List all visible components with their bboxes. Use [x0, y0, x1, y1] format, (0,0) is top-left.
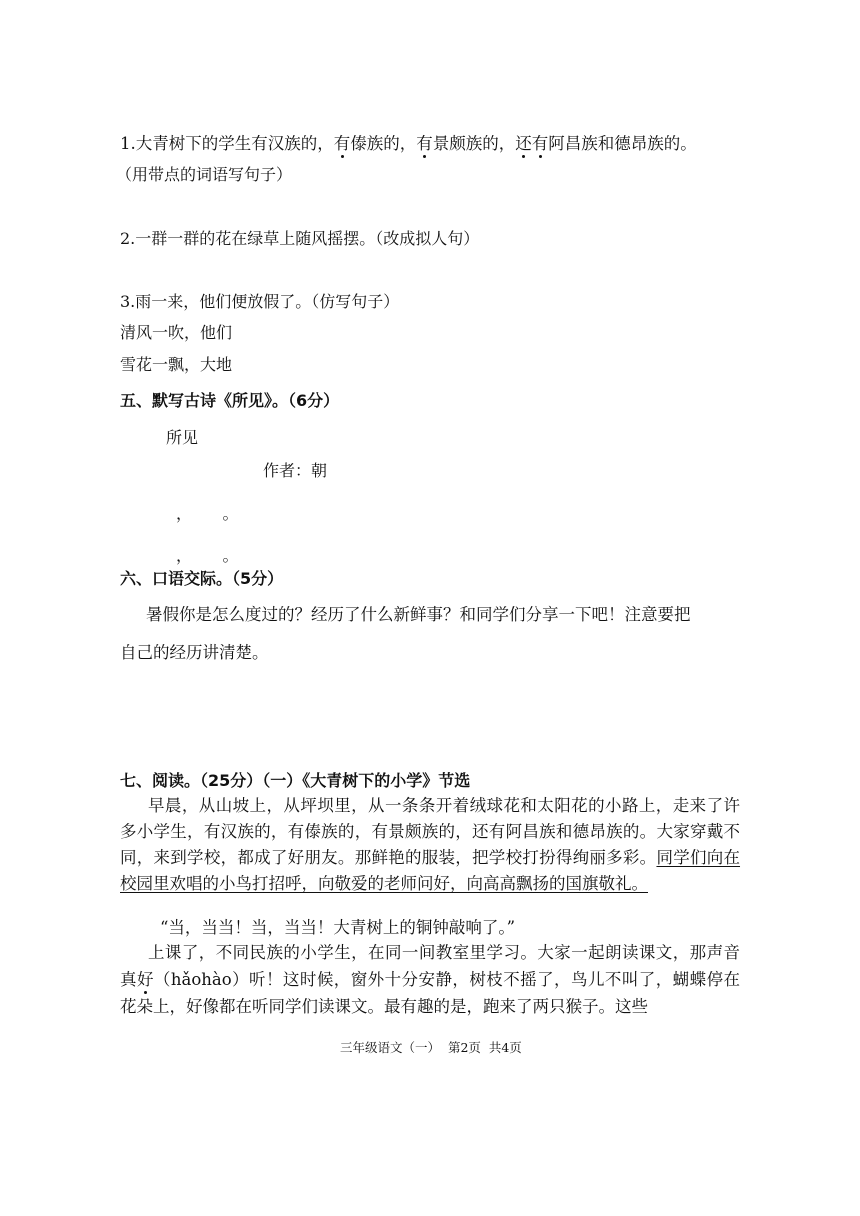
question-1 — [120, 133, 697, 155]
question-3-line-2: 雪花一飘，大地 — [120, 355, 233, 374]
section-5-heading: 五、默写古诗《所见》。（6分） — [120, 391, 340, 410]
reading-passage-paragraph-2: “当，当当！当，当当！大青树上的铜钟敲响了。” — [160, 918, 516, 937]
poem-title: 所见 — [166, 428, 199, 447]
section-7-heading: 七、阅读。（25分）（一）《大青树下的小学》节选 — [120, 771, 471, 790]
reading-passage-paragraph-3 — [120, 939, 740, 1020]
paragraph-3-text-end: （hǎohào）听！这时候，窗外十分安静，树枝不摇了，鸟儿不叫了，蝴蝶停在花朵上，好像都在听同学们读课文。最有趣的是，跑来了两只猴子。这些 — [120, 970, 741, 1016]
q1-text-mid-1: 傣族的， — [350, 134, 417, 153]
reading-passage-underlined-sentence: 同学们向在校园里欢唱的小鸟打招呼，向敬爱的老师问好，向高高飘扬的国旗敬礼。 — [120, 848, 741, 893]
q1-text-start: 1.大青树下的学生有汉族的， — [120, 134, 334, 153]
dotted-char-you-3: 有 — [531, 134, 549, 153]
paragraph-3-text-start: 上课了，不同民族的小学生，在同一间教室里学习。大家一起朗读课文，那声音真 — [120, 943, 740, 989]
section-6-paragraph-line-1: 暑假你是怎么度过的？经历了什么新鲜事？和同学们分享一下吧！注意要把 — [146, 605, 691, 624]
reading-passage-text: 早晨，从山坡上，从坪坝里，从一条条开着绒球花和太阳花的小路上，走来了许多小学生，有汉族的，有傣族的，有景颇族的，还有阿昌族和德昂族的。大家穿戴不同，来到学校，都成了好朋友。那鲜艳的服装，把学校打扮得绚丽多彩。 — [120, 796, 740, 867]
question-3: 3.雨一来，他们便放假了。（仿写句子） — [120, 292, 400, 311]
question-1-instruction: （用带点的词语写句子） — [116, 165, 293, 184]
dotted-char-hai: 还 — [515, 134, 532, 153]
dotted-char-you-2: 有 — [416, 134, 433, 153]
poem-author: 作者：朝 — [263, 461, 328, 480]
q1-text-end: 阿昌族和德昂族的。 — [548, 134, 697, 153]
q1-text-mid-2: 景颇族的， — [432, 134, 516, 153]
question-2: 2.一群一群的花在绿草上随风摇摆。（改成拟人句） — [120, 229, 480, 248]
section-6-heading: 六、口语交际。（5分） — [120, 569, 284, 588]
poem-blank-line-1: ， 。 — [176, 504, 239, 523]
section-6-paragraph-line-2: 自己的经历讲清楚。 — [120, 643, 269, 662]
dotted-char-hao: 好 — [136, 970, 154, 989]
question-3-line-1: 清风一吹，他们 — [120, 323, 233, 342]
poem-blank-line-2: ， 。 — [176, 546, 239, 565]
dotted-char-you-1: 有 — [333, 134, 351, 153]
reading-passage-paragraph-1 — [120, 793, 740, 897]
page-footer: 三年级语文（一） 第2页 共4页 — [340, 1040, 522, 1055]
